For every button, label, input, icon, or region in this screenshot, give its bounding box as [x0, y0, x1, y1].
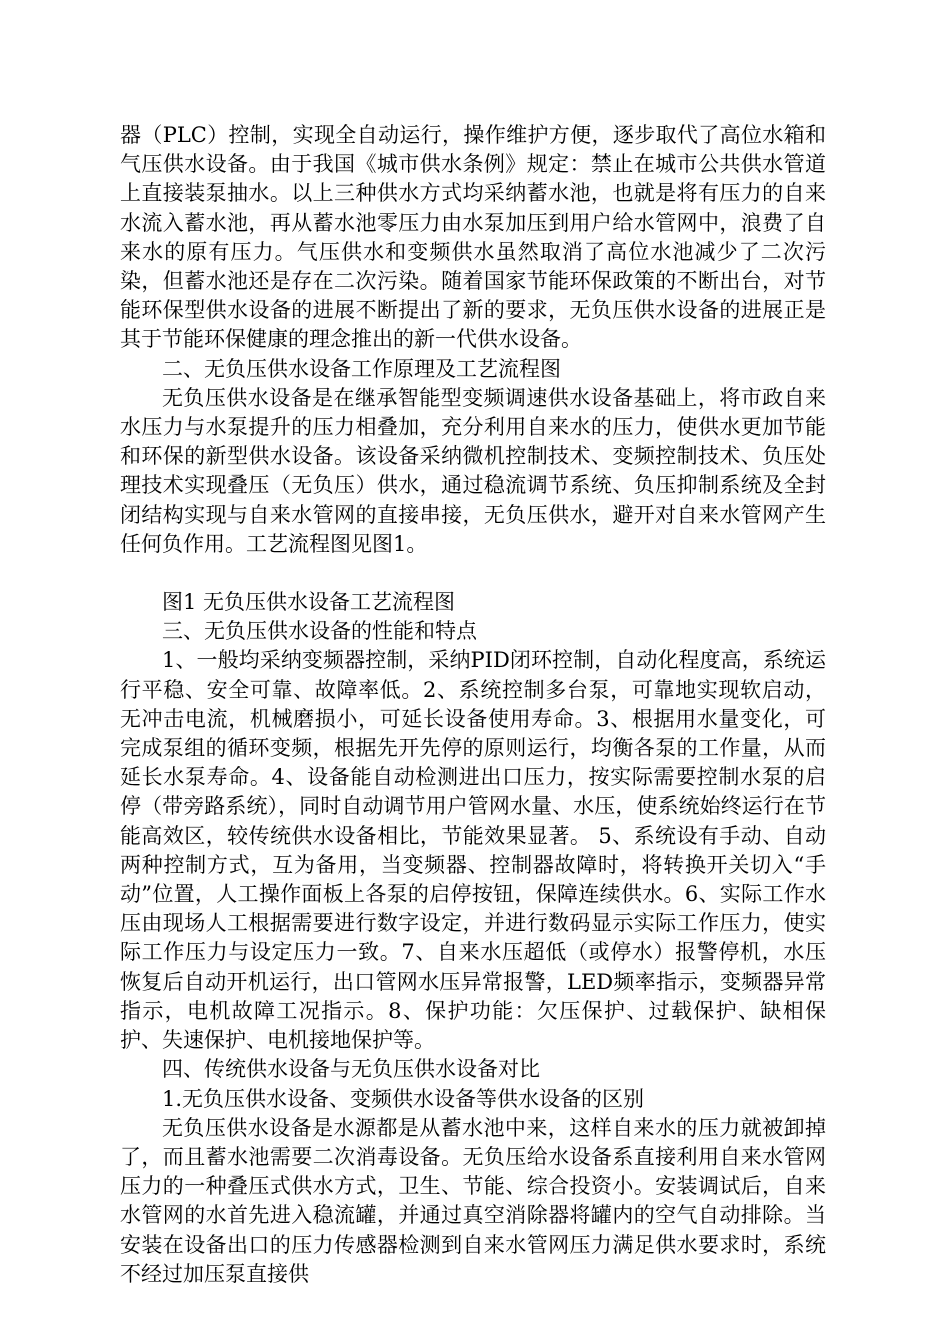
- paragraph-principle: 无负压供水设备是在继承智能型变频调速供水设备基础上，将市政自来水压力与水泵提升的压力相叠加，充分利用自来水的压力，使供水更加节能和环保的新型供水设备。该设备采纳微机控制技术、变频控制技术、负压处理技术实现叠压（无负压）供水，通过稳流调节系统、负压抑制系统及全封闭结构实现与自来水管网的直接串接，无负压供水，避开对自来水管网产生任何负作用。工艺流程图见图1。: [120, 385, 826, 556]
- section-heading-comparison: 四、传统供水设备与无负压供水设备对比: [162, 1057, 540, 1082]
- document-body: [120, 121, 826, 1289]
- subsection-heading-difference: 1.无负压供水设备、变频供水设备等供水设备的区别: [162, 1086, 645, 1111]
- paragraph-difference: 无负压供水设备是水源都是从蓄水池中来，这样自来水的压力就被卸掉了，而且蓄水池需要二次消毒设备。无负压给水设备系直接利用自来水管网压力的一种叠压式供水方式，卫生、节能、综合投资小。安装调试后，自来水管网的水首先进入稳流罐，并通过真空消除器将罐内的空气自动排除。当安装在设备出口的压力传感器检测到自来水管网压力满足供水要求时，系统不经过加压泵直接供: [120, 1115, 826, 1286]
- paragraph-intro-continued: 器（PLC）控制，实现全自动运行，操作维护方便，逐步取代了高位水箱和气压供水设备。由于我国《城市供水条例》规定：禁止在城市公共供水管道上直接装泵抽水。以上三种供水方式均采纳蓄水池，也就是将有压力的自来水流入蓄水池，再从蓄水池零压力由水泵加压到用户给水管网中，浪费了自来水的原有压力。气压供水和变频供水虽然取消了高位水池减少了二次污染，但蓄水池还是存在二次污染。随着国家节能环保政策的不断出台，对节能环保型供水设备的进展不断提出了新的要求，无负压供水设备的进展正是其于节能环保健康的理念推出的新一代供水设备。: [120, 123, 826, 352]
- figure-caption: 图1 无负压供水设备工艺流程图: [162, 590, 456, 615]
- section-heading-features: 三、无负压供水设备的性能和特点: [162, 619, 477, 644]
- paragraph-features: 1、一般均采纳变频器控制，采纳PID闭环控制，自动化程度高，系统运行平稳、安全可靠、故障率低。2、系统控制多台泵，可靠地实现软启动，无冲击电流，机械磨损小，可延长设备使用寿命。3、根据用水量变化，可完成泵组的循环变频，根据先开先停的原则运行，均衡各泵的工作量，从而延长水泵寿命。4、设备能自动检测进出口压力，按实际需要控制水泵的启停（带旁路系统），同时自动调节用户管网水量、水压，使系统始终运行在节能高效区，较传统供水设备相比，节能效果显著。 5、系统设有手动、自动两种控制方式，互为备用，当变频器、控制器故障时，将转换开关切入“手动”位置，人工操作面板上各泵的启停按钮，保障连续供水。6、实际工作水压由现场人工根据需要进行数字设定，并进行数码显示实际工作压力，使实际工作压力与设定压力一致。7、自来水压超低（或停水）报警停机，水压恢复后自动开机运行，出口管网水压异常报警，LED频率指示，变频器异常指示，电机故障工况指示。8、保护功能：欠压保护、过载保护、缺相保护、失速保护、电机接地保护等。: [120, 648, 826, 1053]
- figure-placeholder: [120, 559, 826, 588]
- section-heading-principle: 二、无负压供水设备工作原理及工艺流程图: [162, 356, 561, 381]
